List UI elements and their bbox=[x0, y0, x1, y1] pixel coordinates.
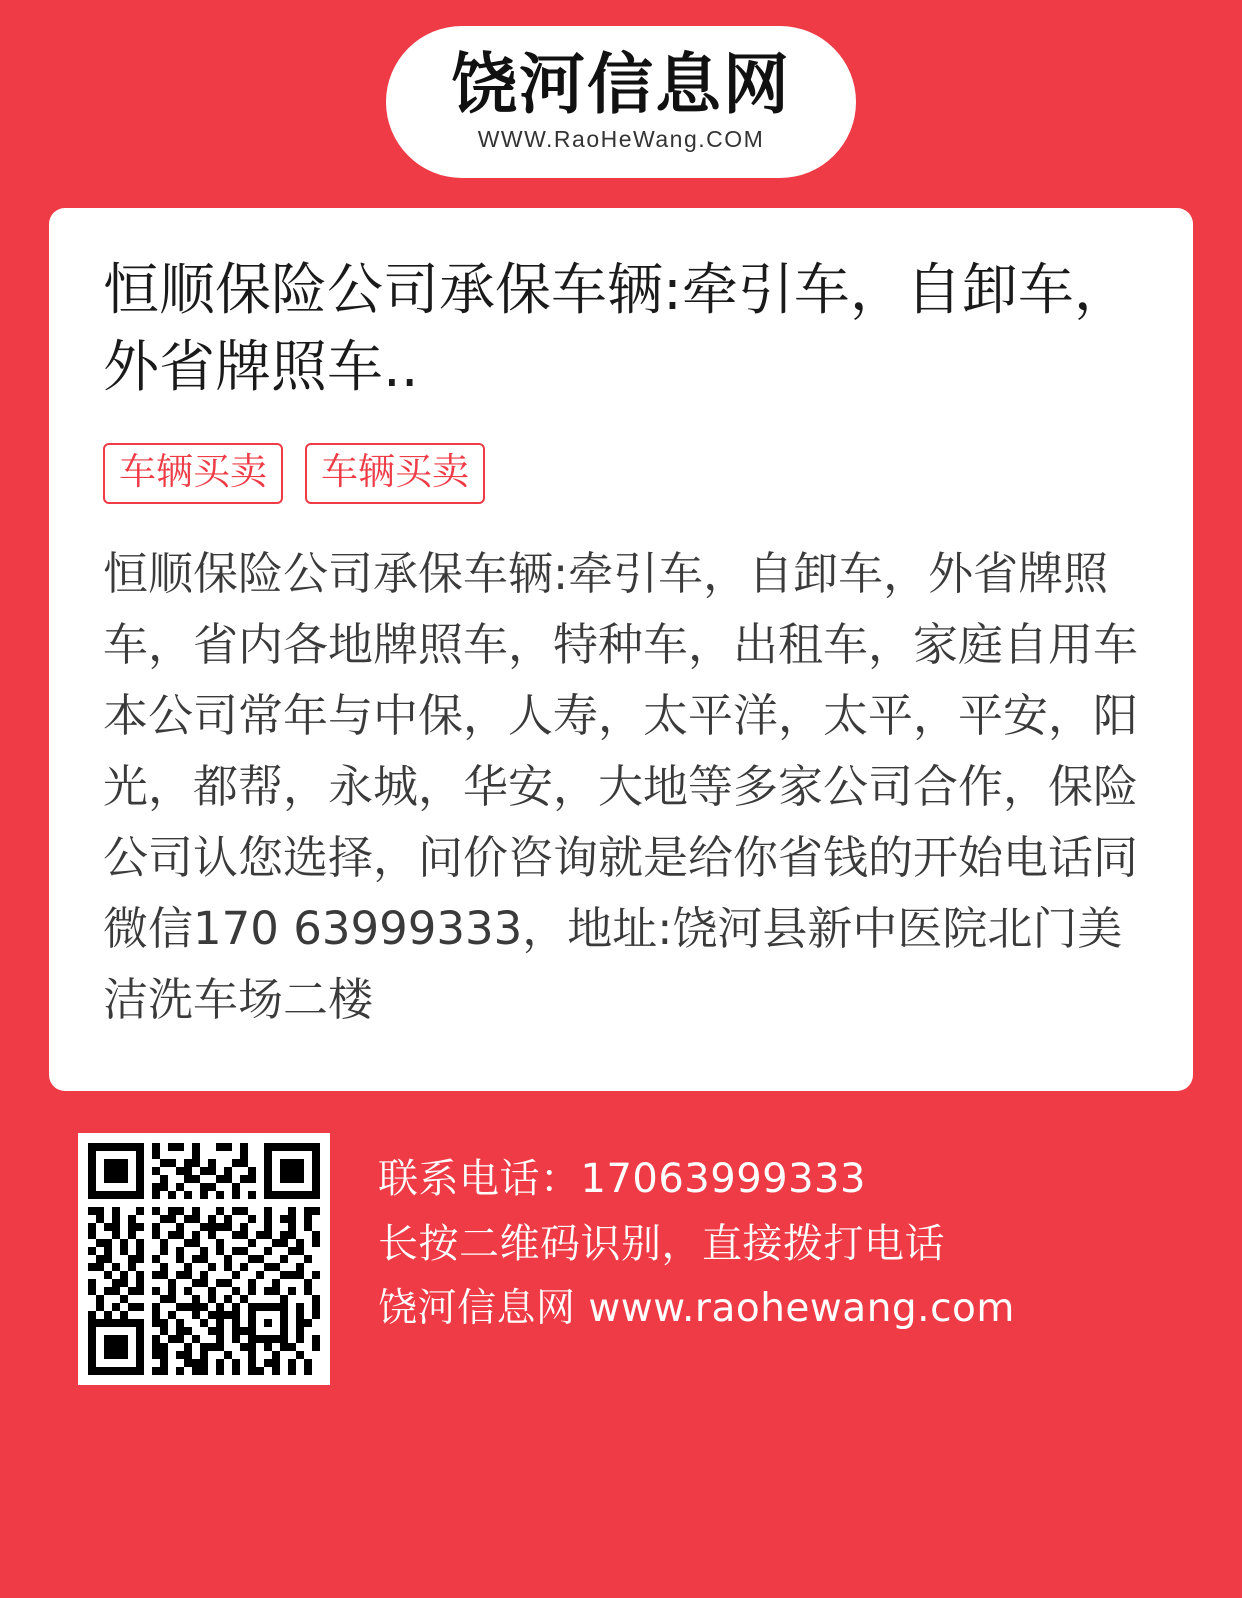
qr-hint: 长按二维码识别，直接拨打电话 bbox=[378, 1221, 945, 1268]
logo-url: WWW.RaoHeWang.COM bbox=[477, 125, 765, 152]
tag-list bbox=[103, 443, 1139, 504]
listing-description: 恒顺保险公司承保车辆:牵引车，自卸车，外省牌照车，省内各地牌照车，特种车，出租车，家庭自用车本公司常年与中保，人寿，太平洋，太平，平安，阳光，都帮，永城，华安，大地等多家公司合作，保险公司认您选择，问价咨询就是给你省钱的开始电话同微信170 63999333，地址:饶河县新中医院北门美洁洗车场二楼 bbox=[103, 546, 1139, 1027]
listing-card bbox=[49, 208, 1193, 1091]
qr-code[interactable] bbox=[78, 1133, 330, 1385]
qr-code-image bbox=[88, 1143, 320, 1375]
site-credit: 饶河信息网 www.raohewang.com bbox=[378, 1286, 1015, 1332]
category-tag[interactable]: 车辆买卖 bbox=[305, 443, 485, 504]
footer-area bbox=[0, 1091, 1242, 1385]
logo-area bbox=[0, 0, 1242, 178]
site-logo bbox=[386, 26, 856, 178]
page-title: 恒顺保险公司承保车辆:牵引车，自卸车，外省牌照车.. bbox=[103, 258, 1130, 401]
footer-contact bbox=[378, 1133, 1015, 1340]
category-tag[interactable]: 车辆买卖 bbox=[103, 443, 283, 504]
contact-phone: 联系电话：17063999333 bbox=[378, 1156, 866, 1203]
logo-title: 饶河信息网 bbox=[451, 45, 791, 123]
